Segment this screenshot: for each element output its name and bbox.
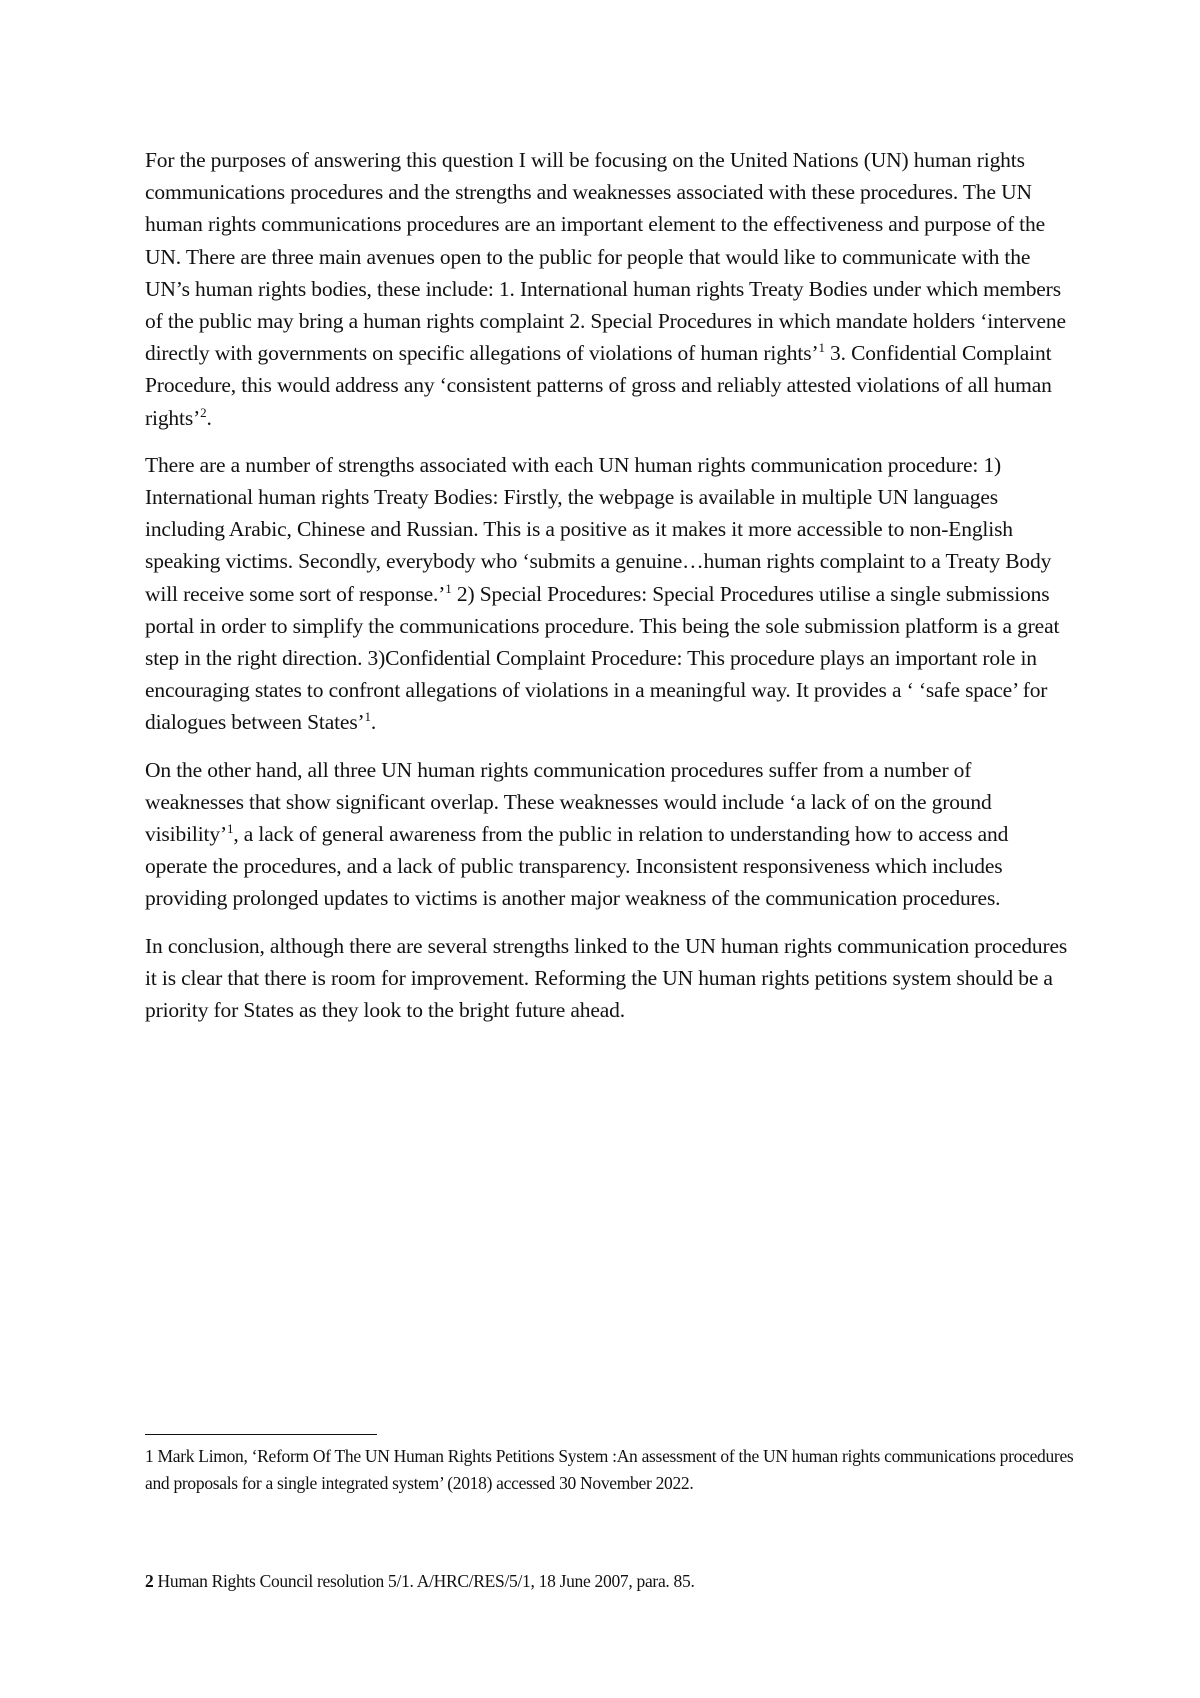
body-text	[145, 144, 1070, 1041]
footnote-text: Mark Limon, ‘Reform Of The UN Human Rights Petitions System :An assessment of the UN human rights communications procedures and proposals for a single integrated system’ (2018) accessed 30 November 2022.	[145, 1446, 1074, 1493]
paragraph-introduction	[145, 144, 1070, 434]
paragraph-text: 3. Confidential Complaint Procedure, this would address any ‘consistent patterns of gross and reliably attested violations of all human rights’	[145, 341, 1052, 430]
footnote-number: 1	[145, 1446, 154, 1466]
paragraph-text: For the purposes of answering this question I will be focusing on the United Nations (UN) human rights communications procedures and the strengths and weaknesses associated with these procedures. The UN human rights communications procedures are an important element to the effectiveness and purpose of the UN. There are three main avenues open to the public for people that would like to communicate with the UN’s human rights bodies, these include: 1. International human rights Treaty Bodies under which members of the public may bring a human rights complaint 2. Special Procedures in which mandate holders ‘intervene directly with governments on specific allegations of violations of human rights’	[145, 148, 1066, 366]
paragraph-text: On the other hand, all three UN human rights communication procedures suffer from a number of weaknesses that show significant overlap. These weaknesses would include ‘a lack of on the ground visibility’	[145, 757, 992, 847]
footnote-number: 2	[145, 1571, 154, 1591]
footnote-text: Human Rights Council resolution 5/1. A/HRC/RES/5/1, 18 June 2007, para. 85.	[153, 1571, 695, 1591]
paragraph-text: .	[206, 405, 212, 430]
paragraph-text: , a lack of general awareness from the public in relation to understanding how to access and operate the procedures, and a lack of public transparency. Inconsistent responsiveness which includes providing prolonged updates to victims is another major weakness of the communication procedures.	[145, 822, 1009, 911]
paragraph-conclusion	[145, 930, 1070, 1027]
paragraph-text: In conclusion, although there are several strengths linked to the UN human rights communication procedures it is clear that there is room for improvement. Reforming the UN human rights petitions system should be a priority for States as they look to the bright future ahead.	[145, 933, 1068, 1023]
paragraph-text: .	[370, 710, 377, 735]
paragraph-weaknesses	[145, 754, 1070, 915]
paragraph-strengths	[145, 449, 1070, 739]
footnote-separator	[145, 1434, 377, 1435]
paragraph-text: 2) Special Procedures: Special Procedures utilise a single submissions portal in order to simplify the communications procedure. This being the sole submission platform is a great step in the right direction. 3)Confidential Complaint Procedure: This procedure plays an important role in encouraging states to confront allegations of violations in a meaningful way. It provides a ‘ ‘safe space’ for dialogues between States’	[145, 581, 1060, 735]
footnote-reference: 1	[818, 340, 825, 356]
footnote-reference: 1	[445, 580, 452, 596]
footnote-1	[145, 1443, 1075, 1497]
footnote-reference: 1	[364, 709, 371, 725]
footnote-reference: 1	[226, 820, 234, 836]
footnote-reference: 2	[200, 404, 207, 420]
footnote-2	[145, 1568, 1075, 1595]
paragraph-text: There are a number of strengths associated with each UN human rights communication procedure: 1) International human rights Treaty Bodies: Firstly, the webpage is available in multiple UN languages including Arabic, Chinese and Russian. This is a positive as it makes it more accessible to non-English speaking victims. Secondly, everybody who ‘submits a genuine…human rights complaint to a Treaty Body will receive some sort of response.’	[145, 452, 1052, 606]
